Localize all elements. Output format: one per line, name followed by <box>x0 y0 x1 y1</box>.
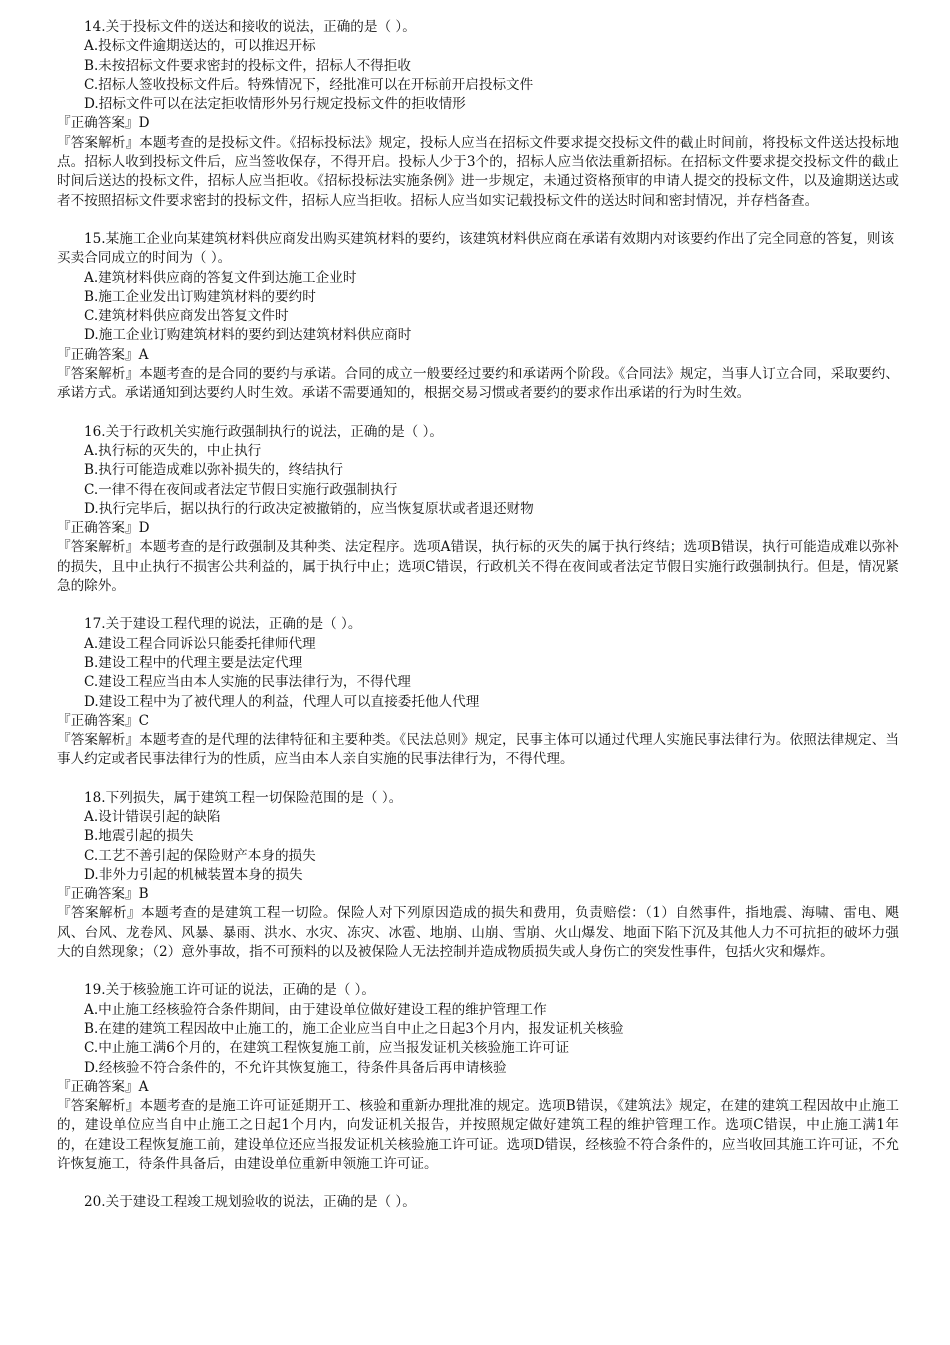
document-page <box>57 18 899 1232</box>
option-b: B.地震引起的损失 <box>84 828 194 845</box>
answer-label: 『正确答案』 <box>57 115 139 132</box>
explanation-label: 『答案解析』 <box>57 1098 140 1115</box>
answer-value: B <box>138 886 149 903</box>
question-stem: 19.关于核验施工许可证的说法，正确的是（ ）。 <box>84 982 376 999</box>
answer-value: D <box>138 520 150 537</box>
explanation-text: 本题考查的是行政强制及其种类、法定程序。选项A错误，执行标的灭失的属于执行终结；选项B错误，执行可能造成难以弥补的损失，且中止执行不损害公共利益的，属于执行中止；选项C错误，行政机关不得在夜间或者法定节假日实施行政强制执行。但是，情况紧急的除外。 <box>57 539 900 595</box>
option-d: D.建设工程中为了被代理人的利益，代理人可以直接委托他人代理 <box>84 693 480 710</box>
explanation-label: 『答案解析』 <box>57 366 140 383</box>
option-a: A.中止施工经核验符合条件期间，由于建设单位做好建设工程的维护管理工作 <box>84 1001 547 1018</box>
answer-label: 『正确答案』 <box>57 712 139 729</box>
option-a: A.设计错误引起的缺陷 <box>84 808 221 825</box>
option-c: C.一律不得在夜间或者法定节假日实施行政强制执行 <box>84 481 398 498</box>
option-c: C.招标人签收投标文件后。特殊情况下，经批准可以在开标前开启投标文件 <box>84 76 534 93</box>
answer-value: C <box>138 712 149 729</box>
correct-answer <box>57 519 899 538</box>
option-c: C.建筑材料供应商发出答复文件时 <box>84 308 289 325</box>
answer-label: 『正确答案』 <box>57 520 139 537</box>
explanation-text: 本题考查的是合同的要约与承诺。合同的成立一般要经过要约和承诺两个阶段。《合同法》规定，当事人订立合同，采取要约、承诺方式。承诺通知到达要约人时生效。承诺不需要通知的，根据交易习惯或者要约的要求作出承诺的行为时生效。 <box>57 366 899 402</box>
option-c: C.工艺不善引起的保险财产本身的损失 <box>84 847 316 864</box>
question-14 <box>57 18 899 211</box>
explanation-text: 本题考查的是建筑工程一切险。保险人对下列原因造成的损失和费用，负责赔偿：（1）自然事件，指地震、海啸、雷电、飓风、台风、龙卷风、风暴、暴雨、洪水、水灾、冻灾、冰雹、地崩、山崩、雪崩、火山爆发、地面下陷下沉及其他人力不可抗拒的破坏力强大的自然现象；（2）意外事故，指不可预料的以及被保险人无法控制并造成物质损失或人身伤亡的突发性事件，包括火灾和爆炸。 <box>57 905 899 961</box>
option-b: B.在建的建筑工程因故中止施工的，施工企业应当自中止之日起3个月内，报发证机关核验 <box>84 1020 624 1037</box>
option-c: C.中止施工满6个月的，在建筑工程恢复施工前，应当报发证机关核验施工许可证 <box>84 1040 570 1057</box>
option-b: B.施工企业发出订购建筑材料的要约时 <box>84 288 316 305</box>
explanation <box>57 731 899 770</box>
option-d: D.执行完毕后，据以执行的行政决定被撤销的，应当恢复原状或者退还财物 <box>84 500 534 517</box>
explanation-label: 『答案解析』 <box>57 732 140 749</box>
option-d: D.非外力引起的机械装置本身的损失 <box>84 866 303 883</box>
option-d: D.施工企业订购建筑材料的要约到达建筑材料供应商时 <box>84 327 412 344</box>
explanation-label: 『答案解析』 <box>57 905 142 922</box>
question-16 <box>57 423 899 597</box>
question-15 <box>57 230 899 404</box>
answer-value: A <box>138 1078 149 1095</box>
option-d: D.经核验不符合条件的，不允许其恢复施工，待条件具备后再申请核验 <box>84 1059 507 1076</box>
option-d: D.招标文件可以在法定拒收情形外另行规定投标文件的拒收情形 <box>84 96 466 113</box>
correct-answer <box>57 1078 899 1097</box>
option-a: A.执行标的灭失的，中止执行 <box>84 442 262 459</box>
answer-label: 『正确答案』 <box>57 886 139 903</box>
question-18 <box>57 789 899 963</box>
explanation <box>57 904 899 962</box>
question-stem: 18.下列损失，属于建筑工程一切保险范围的是（ ）。 <box>84 789 403 806</box>
question-19 <box>57 981 899 1174</box>
question-stem: 14.关于投标文件的送达和接收的说法，正确的是（ ）。 <box>84 19 416 35</box>
correct-answer <box>57 114 899 133</box>
option-b: B.执行可能造成难以弥补损失的，终结执行 <box>84 462 343 479</box>
question-stem: 16.关于行政机关实施行政强制执行的说法，正确的是（ ）。 <box>84 423 443 440</box>
explanation-text: 本题考查的是投标文件。《招标投标法》规定，投标人应当在招标文件要求提交投标文件的截止时间前，将投标文件送达投标地点。招标人收到投标文件后，应当签收保存，不得开启。投标人少于3个的，招标人应当依法重新招标。在招标文件要求提交投标文件的截止时间后送达的投标文件，招标人应当拒收。《招标投标法实施条例》进一步规定，未通过资格预审的申请人提交的投标文件，以及逾期送达或者不按照招标文件要求密封的投标文件，招标人应当拒收。招标人应当如实记载投标文件的送达时间和密封情况，并存档备查。 <box>57 134 899 209</box>
answer-label: 『正确答案』 <box>57 346 139 363</box>
explanation-text: 本题考查的是施工许可证延期开工、核验和重新办理批准的规定。选项B错误，《建筑法》规定，在建的建筑工程因故中止施工的，建设单位应当自中止施工之日起1个月内，向发证机关报告，并按照规定做好建筑工程的维护管理工作。选项C错误，中止施工满1年的，在建设工程恢复施工前，建设单位还应当报发证机关核验施工许可证。选项D错误，经核验不符合条件的，应当收回其施工许可证，不允许恢复施工，待条件具备后，由建设单位重新申领施工许可证。 <box>57 1098 900 1173</box>
answer-label: 『正确答案』 <box>57 1078 139 1095</box>
explanation-text: 本题考查的是代理的法律特征和主要种类。《民法总则》规定，民事主体可以通过代理人实施民事法律行为。依照法律规定、当事人约定或者民事法律行为的性质，应当由本人亲自实施的民事法律行为，不得代理。 <box>57 732 899 768</box>
correct-answer <box>57 885 899 904</box>
question-17 <box>57 615 899 769</box>
correct-answer <box>57 712 899 731</box>
option-a: A.建设工程合同诉讼只能委托律师代理 <box>84 635 316 652</box>
option-a: A.建筑材料供应商的答复文件到达施工企业时 <box>84 269 357 286</box>
question-20 <box>57 1193 899 1212</box>
explanation <box>57 538 899 596</box>
question-stem: 20.关于建设工程竣工规划验收的说法，正确的是（ ）。 <box>84 1194 416 1211</box>
explanation-label: 『答案解析』 <box>57 539 140 556</box>
explanation <box>57 134 899 211</box>
correct-answer <box>57 346 899 365</box>
answer-value: A <box>138 346 149 363</box>
explanation-label: 『答案解析』 <box>57 134 140 151</box>
question-stem: 17.关于建设工程代理的说法，正确的是（ ）。 <box>84 616 362 633</box>
explanation <box>57 1097 899 1174</box>
option-c: C.建设工程应当由本人实施的民事法律行为，不得代理 <box>84 674 411 691</box>
explanation <box>57 365 899 404</box>
question-stem: 15.某施工企业向某建筑材料供应商发出购买建筑材料的要约，该建筑材料供应商在承诺有效期内对该要约作出了完全同意的答复，则该买卖合同成立的时间为（ ）。 <box>57 230 895 267</box>
option-b: B.未按招标文件要求密封的投标文件，招标人不得拒收 <box>84 57 411 74</box>
answer-value: D <box>138 115 150 132</box>
option-a: A.投标文件逾期送达的，可以推迟开标 <box>84 38 316 55</box>
option-b: B.建设工程中的代理主要是法定代理 <box>84 654 303 671</box>
